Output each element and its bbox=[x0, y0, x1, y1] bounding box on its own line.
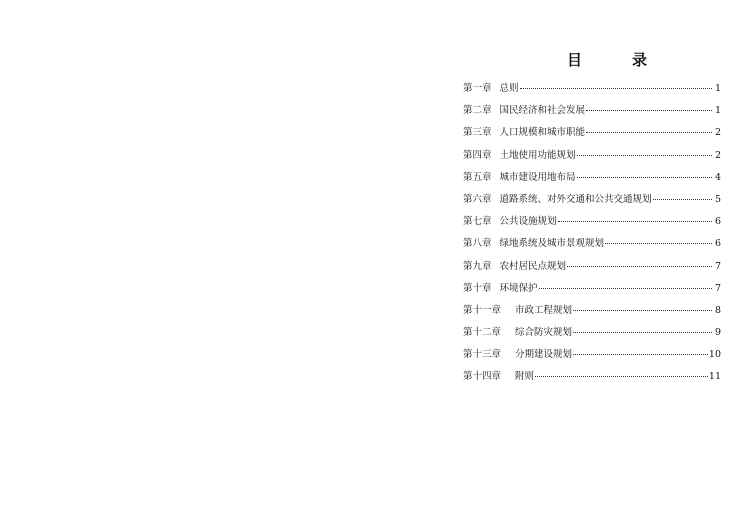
toc-dot-leader bbox=[573, 310, 712, 311]
toc-entry-12[interactable] bbox=[463, 324, 721, 346]
toc-chapter-title: 城市建设用地布局 bbox=[499, 171, 576, 183]
toc-dot-leader bbox=[573, 354, 708, 355]
toc-entry-5[interactable] bbox=[463, 169, 721, 191]
toc-chapter-label: 第一章 bbox=[463, 83, 492, 94]
toc-chapter-label: 第三章 bbox=[463, 127, 492, 139]
toc-entry-13[interactable] bbox=[463, 346, 721, 368]
toc-chapter-label: 第十章 bbox=[463, 282, 492, 294]
toc-chapter-title: 土地使用功能规划 bbox=[499, 149, 576, 161]
toc-chapter-title: 总则 bbox=[499, 83, 519, 94]
toc-page-number: 10 bbox=[708, 349, 721, 361]
toc-dot-leader bbox=[558, 221, 712, 222]
toc-chapter-label: 第十三章 bbox=[463, 349, 502, 361]
toc-page-number: 7 bbox=[714, 260, 721, 272]
toc-page-number: 9 bbox=[714, 327, 721, 339]
toc-chapter-title: 公共设施规划 bbox=[499, 216, 557, 228]
toc-page-number: 5 bbox=[714, 193, 721, 205]
toc-chapter-label: 第九章 bbox=[463, 260, 492, 272]
toc-chapter-title: 道路系统、对外交通和公共交通规划 bbox=[499, 193, 652, 205]
toc-page-number: 7 bbox=[714, 282, 721, 294]
toc-chapter-label: 第十一章 bbox=[463, 304, 502, 316]
toc-chapter-label: 第六章 bbox=[463, 193, 492, 205]
toc-page-number: 1 bbox=[714, 83, 721, 94]
toc-page-number: 11 bbox=[708, 371, 721, 383]
toc-dot-leader bbox=[535, 376, 708, 377]
toc-dot-leader bbox=[573, 332, 712, 333]
toc-entry-8[interactable] bbox=[463, 235, 721, 257]
toc-entry-2[interactable] bbox=[463, 102, 721, 124]
toc-chapter-label: 第四章 bbox=[463, 149, 492, 161]
toc-chapter-title: 附则 bbox=[515, 371, 535, 383]
toc-title bbox=[567, 49, 647, 70]
toc-dot-leader bbox=[586, 110, 712, 111]
toc-entry-11[interactable] bbox=[463, 302, 721, 324]
toc-entry-9[interactable] bbox=[463, 258, 721, 280]
toc-entry-10[interactable] bbox=[463, 280, 721, 302]
toc-chapter-label: 第七章 bbox=[463, 216, 492, 228]
toc-chapter-title: 分期建设规划 bbox=[515, 349, 573, 361]
toc-page-number: 4 bbox=[714, 171, 721, 183]
toc-page-number: 6 bbox=[714, 238, 721, 250]
toc-chapter-label: 第八章 bbox=[463, 238, 492, 250]
toc-entry-14[interactable] bbox=[463, 368, 721, 390]
toc-page-number: 2 bbox=[714, 149, 721, 161]
toc-page-number: 1 bbox=[714, 105, 721, 117]
toc-entry-6[interactable] bbox=[463, 191, 721, 213]
toc-list bbox=[463, 80, 721, 391]
toc-dot-leader bbox=[567, 266, 712, 267]
toc-chapter-title: 市政工程规划 bbox=[515, 304, 573, 316]
toc-chapter-title: 环境保护 bbox=[499, 282, 538, 294]
toc-dot-leader bbox=[539, 288, 712, 289]
toc-page-number: 2 bbox=[714, 127, 721, 139]
toc-chapter-title: 农村居民点规划 bbox=[499, 260, 567, 272]
toc-chapter-title: 绿地系统及城市景观规划 bbox=[499, 238, 605, 250]
toc-entry-7[interactable] bbox=[463, 213, 721, 235]
toc-chapter-label: 第十四章 bbox=[463, 371, 502, 383]
toc-title-char-1: 目 bbox=[567, 51, 583, 69]
toc-chapter-label: 第十二章 bbox=[463, 327, 502, 339]
toc-entry-4[interactable] bbox=[463, 147, 721, 169]
toc-chapter-title: 人口规模和城市职能 bbox=[499, 127, 586, 139]
toc-chapter-label: 第五章 bbox=[463, 171, 492, 183]
toc-dot-leader bbox=[577, 155, 712, 156]
toc-dot-leader bbox=[653, 199, 712, 200]
toc-page-number: 6 bbox=[714, 216, 721, 228]
toc-dot-leader bbox=[520, 88, 712, 89]
toc-entry-1[interactable] bbox=[463, 80, 721, 102]
toc-dot-leader bbox=[577, 177, 712, 178]
toc-chapter-title: 国民经济和社会发展 bbox=[499, 105, 586, 117]
toc-entry-3[interactable] bbox=[463, 124, 721, 146]
toc-title-char-2: 录 bbox=[631, 51, 647, 69]
toc-chapter-title: 综合防灾规划 bbox=[515, 327, 573, 339]
toc-page-number: 8 bbox=[714, 304, 721, 316]
toc-dot-leader bbox=[586, 132, 712, 133]
toc-dot-leader bbox=[605, 243, 712, 244]
toc-chapter-label: 第二章 bbox=[463, 105, 492, 117]
